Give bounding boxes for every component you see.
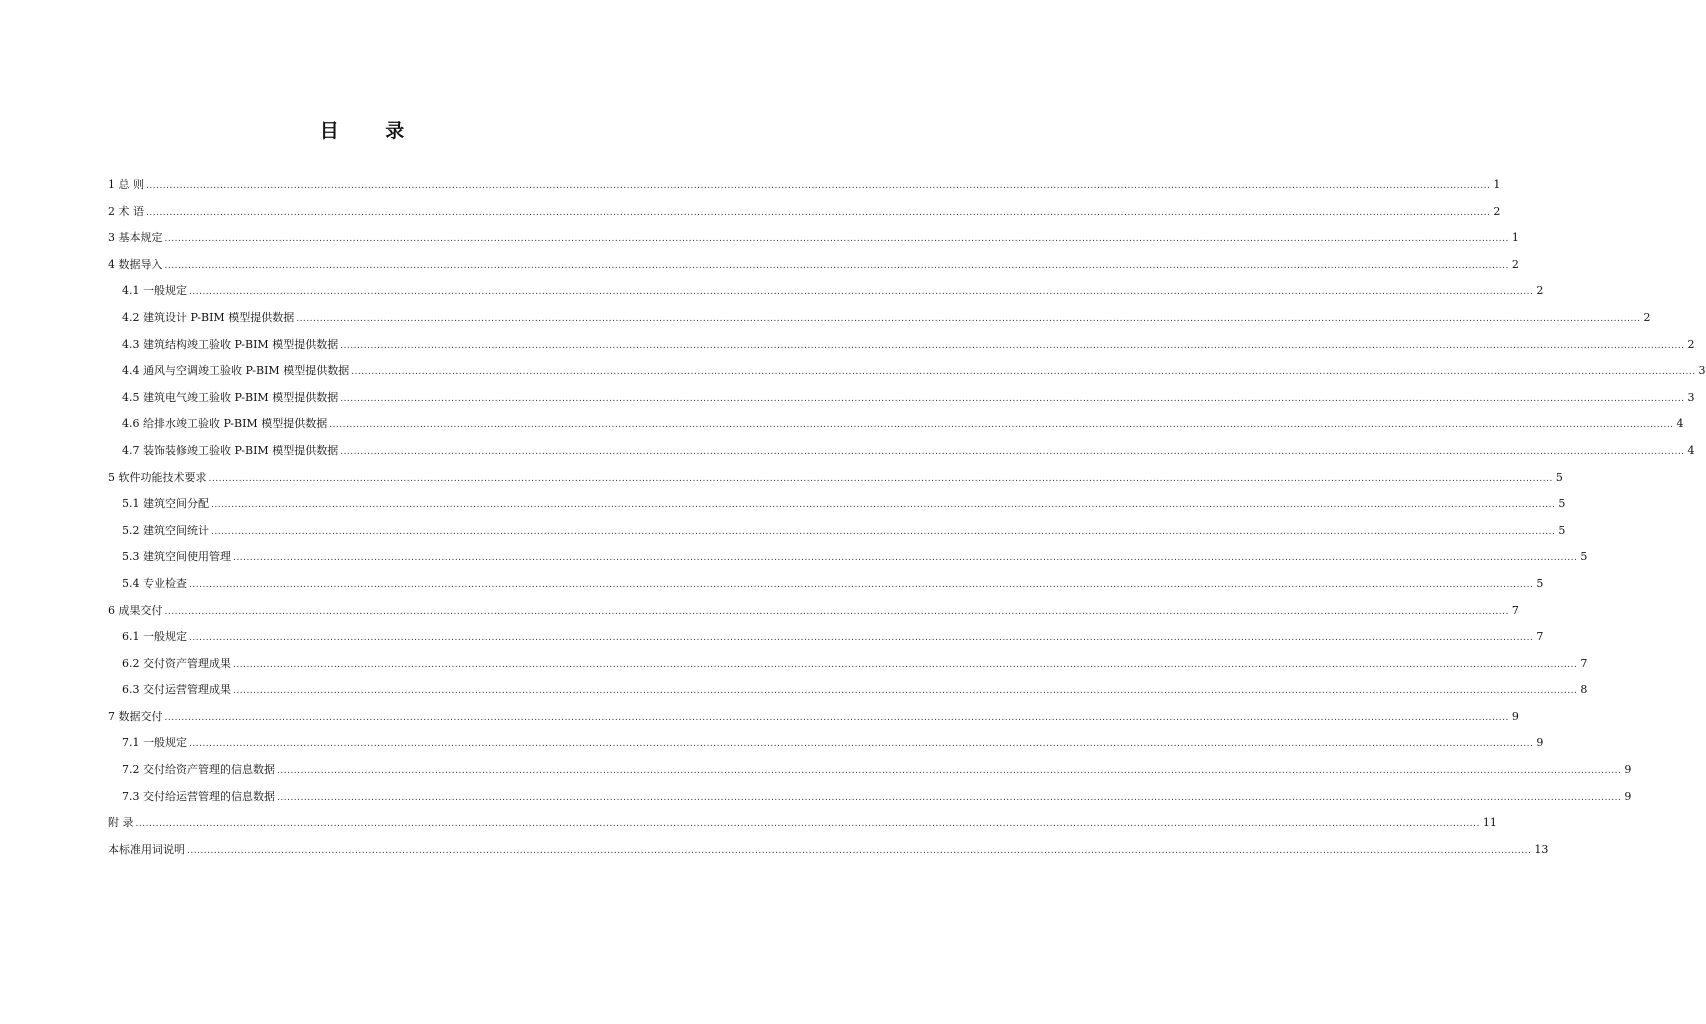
toc-leader-dots: ................................................................................................................................................................................................................................................................................................................................................................................................................ [189, 739, 1534, 750]
toc-leader-dots: ................................................................................................................................................................................................................................................................................................................................................................................................................ [211, 500, 1556, 511]
toc-entry[interactable] [108, 332, 1695, 359]
toc-leader-dots: ................................................................................................................................................................................................................................................................................................................................................................................................................ [277, 766, 1622, 777]
toc-page-number: 4 [1676, 417, 1684, 431]
toc-page-number: 3 [1687, 390, 1695, 404]
toc-leader-dots: ................................................................................................................................................................................................................................................................................................................................................................................................................ [146, 181, 1491, 191]
toc-entry-label: 2 术 语 [108, 204, 144, 218]
toc-entry-label: 6.1 一般规定 [122, 630, 187, 644]
toc-entry-label: 5.1 建筑空间分配 [122, 497, 209, 511]
toc-entry[interactable] [108, 784, 1632, 811]
toc-page-number: 1 [1493, 178, 1501, 191]
toc-entry[interactable] [108, 730, 1544, 757]
toc-entry-label: 4.7 装饰装修竣工验收 P-BIM 模型提供数据 [122, 443, 339, 457]
toc-leader-dots: ................................................................................................................................................................................................................................................................................................................................................................................................................ [189, 633, 1534, 644]
toc-entry[interactable] [108, 465, 1563, 492]
toc-entry[interactable] [108, 252, 1519, 279]
toc-leader-dots: ................................................................................................................................................................................................................................................................................................................................................................................................................ [233, 553, 1578, 564]
toc-page-number: 3 [1698, 364, 1706, 378]
toc-leader-dots: ................................................................................................................................................................................................................................................................................................................................................................................................................ [329, 420, 1674, 431]
toc-leader-dots: ................................................................................................................................................................................................................................................................................................................................................................................................................ [340, 393, 1685, 404]
toc-leader-dots: ................................................................................................................................................................................................................................................................................................................................................................................................................ [208, 473, 1553, 484]
toc-leader-dots: ................................................................................................................................................................................................................................................................................................................................................................................................................ [340, 340, 1685, 351]
toc-entry-label: 5.3 建筑空间使用管理 [122, 550, 231, 564]
toc-page-number: 9 [1624, 763, 1632, 777]
toc-leader-dots: ................................................................................................................................................................................................................................................................................................................................................................................................................ [164, 606, 1509, 617]
toc-page-number: 9 [1536, 736, 1544, 750]
toc-page-number: 9 [1624, 789, 1632, 803]
toc-leader-dots: ................................................................................................................................................................................................................................................................................................................................................................................................................ [233, 659, 1578, 670]
toc-leader-dots: ................................................................................................................................................................................................................................................................................................................................................................................................................ [187, 845, 1532, 856]
toc-leader-dots: ................................................................................................................................................................................................................................................................................................................................................................................................................ [189, 287, 1534, 298]
toc-entry[interactable] [108, 518, 1566, 545]
toc-page-number: 4 [1687, 443, 1695, 457]
toc-entry[interactable] [108, 810, 1497, 837]
toc-entry-label: 4.2 建筑设计 P-BIM 模型提供数据 [122, 310, 295, 324]
toc-page-number: 5 [1580, 550, 1588, 564]
table-of-contents [108, 172, 1706, 863]
toc-entry-label: 7.3 交付给运营管理的信息数据 [122, 789, 275, 803]
toc-entry[interactable] [108, 199, 1501, 226]
toc-page-number: 2 [1643, 310, 1651, 324]
toc-page-number: 8 [1580, 683, 1588, 697]
toc-entry-label: 5 软件功能技术要求 [108, 470, 207, 484]
toc-leader-dots: ................................................................................................................................................................................................................................................................................................................................................................................................................ [233, 686, 1578, 697]
toc-entry[interactable] [108, 411, 1684, 438]
toc-entry-label: 1 总 则 [108, 178, 144, 191]
toc-entry-label: 4.6 给排水竣工验收 P-BIM 模型提供数据 [122, 417, 328, 431]
toc-leader-dots: ................................................................................................................................................................................................................................................................................................................................................................................................................ [189, 579, 1534, 590]
toc-page-number: 7 [1511, 603, 1519, 617]
toc-entry[interactable] [108, 491, 1566, 518]
toc-page-number: 5 [1555, 470, 1563, 484]
toc-entry-label: 3 基本规定 [108, 231, 163, 245]
toc-entry[interactable] [108, 651, 1588, 678]
toc-leader-dots: ................................................................................................................................................................................................................................................................................................................................................................................................................ [135, 819, 1480, 830]
toc-page-number: 2 [1687, 337, 1695, 351]
toc-leader-dots: ................................................................................................................................................................................................................................................................................................................................................................................................................ [164, 260, 1509, 271]
toc-page-number: 5 [1558, 523, 1566, 537]
toc-page-number: 7 [1536, 630, 1544, 644]
toc-entry-label: 7 数据交付 [108, 709, 163, 723]
toc-leader-dots: ................................................................................................................................................................................................................................................................................................................................................................................................................ [211, 526, 1556, 537]
toc-entry-label: 7.2 交付给资产管理的信息数据 [122, 763, 275, 777]
toc-page-number: 5 [1558, 497, 1566, 511]
toc-leader-dots: ................................................................................................................................................................................................................................................................................................................................................................................................................ [340, 446, 1685, 457]
toc-entry[interactable] [108, 385, 1695, 412]
toc-leader-dots: ................................................................................................................................................................................................................................................................................................................................................................................................................ [277, 792, 1622, 803]
toc-entry-label: 本标准用词说明 [108, 842, 185, 856]
toc-page-number: 11 [1482, 816, 1497, 830]
toc-page-number: 13 [1534, 842, 1549, 856]
toc-entry-label: 附 录 [108, 816, 134, 830]
toc-entry[interactable] [108, 438, 1695, 465]
toc-entry[interactable] [108, 305, 1651, 332]
toc-entry[interactable] [108, 704, 1519, 731]
toc-page-number: 2 [1536, 284, 1544, 298]
page-title: 目 录 [319, 120, 425, 142]
toc-entry[interactable] [108, 571, 1544, 598]
toc-leader-dots: ................................................................................................................................................................................................................................................................................................................................................................................................................ [296, 313, 1641, 324]
toc-entry-label: 5.2 建筑空间统计 [122, 523, 209, 537]
toc-leader-dots: ................................................................................................................................................................................................................................................................................................................................................................................................................ [146, 207, 1491, 218]
toc-entry-label: 4.1 一般规定 [122, 284, 187, 298]
toc-entry[interactable] [108, 544, 1588, 571]
toc-leader-dots: ................................................................................................................................................................................................................................................................................................................................................................................................................ [164, 234, 1509, 245]
toc-entry-label: 6 成果交付 [108, 603, 163, 617]
toc-leader-dots: ................................................................................................................................................................................................................................................................................................................................................................................................................ [351, 367, 1696, 378]
toc-entry-label: 5.4 专业检查 [122, 576, 187, 590]
toc-leader-dots: ................................................................................................................................................................................................................................................................................................................................................................................................................ [164, 712, 1509, 723]
toc-page-number: 2 [1511, 257, 1519, 271]
toc-entry-label: 7.1 一般规定 [122, 736, 187, 750]
toc-entry-label: 4.5 建筑电气竣工验收 P-BIM 模型提供数据 [122, 390, 339, 404]
toc-entry[interactable] [108, 837, 1549, 864]
toc-entry[interactable] [108, 172, 1501, 199]
toc-entry-label: 4 数据导入 [108, 257, 163, 271]
toc-entry[interactable] [108, 598, 1519, 625]
toc-entry-label: 4.3 建筑结构竣工验收 P-BIM 模型提供数据 [122, 337, 339, 351]
toc-page-number: 9 [1511, 709, 1519, 723]
toc-entry[interactable] [108, 278, 1544, 305]
toc-entry[interactable] [108, 757, 1632, 784]
toc-page-number: 2 [1493, 204, 1501, 218]
toc-entry-label: 4.4 通风与空调竣工验收 P-BIM 模型提供数据 [122, 364, 350, 378]
toc-entry[interactable] [108, 358, 1706, 385]
toc-entry[interactable] [108, 677, 1588, 704]
toc-entry-label: 6.2 交付资产管理成果 [122, 656, 231, 670]
toc-page-number: 7 [1580, 656, 1588, 670]
toc-page-number: 5 [1536, 576, 1544, 590]
toc-page-number: 1 [1511, 231, 1519, 245]
toc-entry[interactable] [108, 624, 1544, 651]
toc-entry-label: 6.3 交付运营管理成果 [122, 683, 231, 697]
toc-entry[interactable] [108, 225, 1519, 252]
